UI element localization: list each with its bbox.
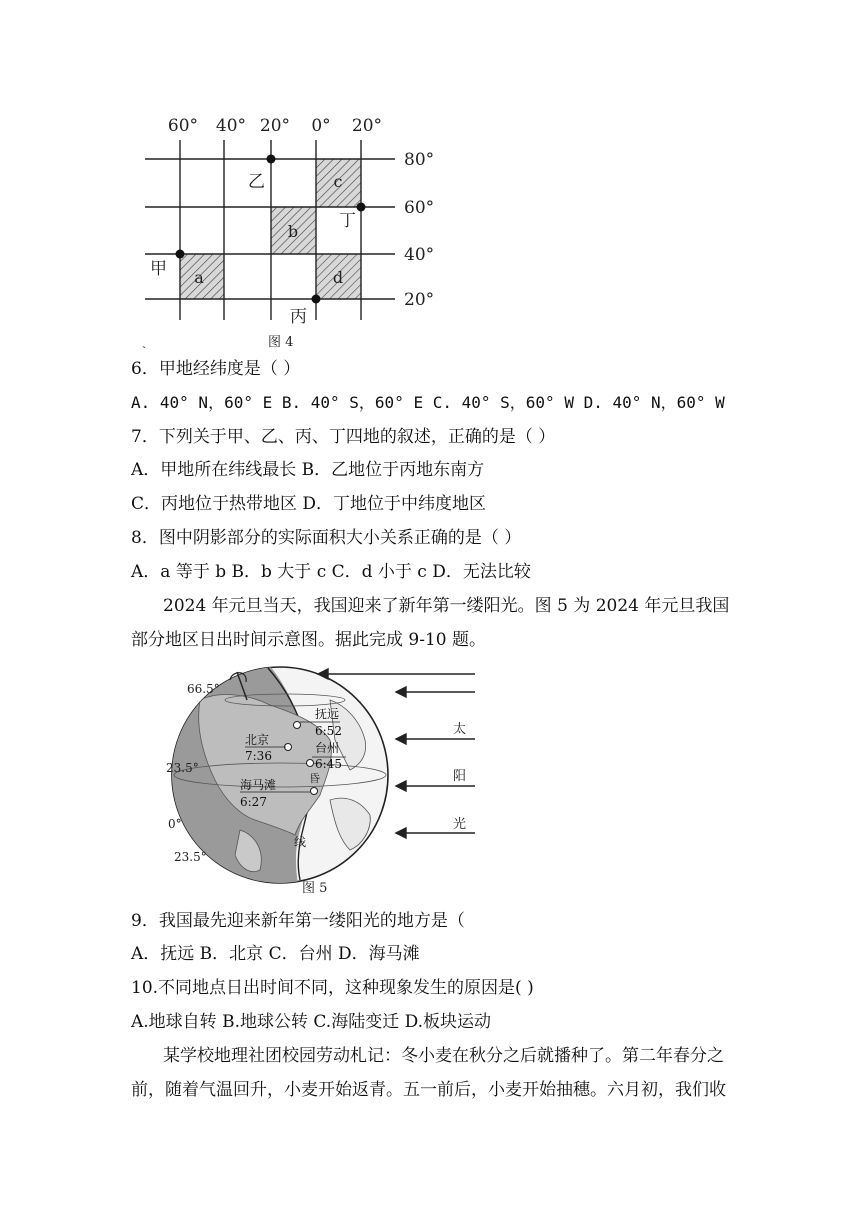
city-marker-haimatan: [311, 788, 318, 795]
cell-label-d: d: [332, 268, 344, 287]
question-6: 6．甲地经纬度是（ ）: [131, 359, 301, 379]
question-10: 10.不同地点日出时间不同，这种现象发生的原因是( ): [131, 978, 534, 998]
city-marker-fuyuan: [294, 722, 301, 729]
lat-label: 20°: [404, 290, 435, 310]
question-8: 8．图中阴影部分的实际面积大小关系正确的是（ ）: [131, 528, 522, 548]
lon-label: 60°: [167, 116, 199, 136]
point-label-ding: 丁: [339, 211, 356, 231]
passage-1-line-2: 部分地区日出时间示意图。据此完成 9-10 题。: [131, 630, 486, 650]
question-6-options: A. 40° N，60° E B. 40° S，60° E C. 40° S，60° W D. 40° N，60° W: [131, 393, 725, 412]
city-marker-taizhou: [307, 760, 314, 767]
question-10-options: A.地球自转 B.地球公转 C.海陆变迁 D.板块运动: [131, 1012, 492, 1032]
cell-label-c: c: [333, 172, 343, 191]
figure-4-grid: [130, 108, 450, 348]
figure-4-caption: 图 4: [268, 335, 294, 348]
passage-1-line-1: 2024 年元旦当天，我国迎来了新年第一缕阳光。图 5 为 2024 年元旦我国: [163, 596, 730, 616]
question-7-options-2: C．丙地位于热带地区 D．丁地位于中纬度地区: [131, 494, 487, 514]
city-time: 6:52: [315, 724, 342, 738]
passage-2-line-1: 某学校地理社团校园劳动札记：冬小麦在秋分之后就播种了。第二年春分之: [163, 1046, 724, 1066]
lat-label: 80°: [404, 150, 435, 170]
city-time: 6:45: [315, 757, 342, 771]
lat-label: 60°: [404, 198, 435, 218]
passage-2-line-2: 前，随着气温回升，小麦开始返青。五一前后，小麦开始抽穗。六月初，我们收: [131, 1080, 726, 1100]
city-name: 北京: [245, 733, 270, 747]
sunlight-label: 太: [453, 722, 467, 737]
city-time: 6:27: [240, 795, 267, 809]
cell-label-b: b: [287, 222, 299, 241]
corner-mark: 、: [142, 337, 155, 348]
lon-label: 20°: [259, 116, 291, 136]
point-jia: [176, 250, 185, 259]
point-label-yi: 乙: [248, 172, 265, 192]
sunlight-label: 阳: [453, 769, 467, 784]
cell-label-a: a: [194, 268, 204, 287]
figure-5-caption: 图 5: [302, 881, 328, 896]
lat-label: 23.5°: [174, 850, 207, 864]
city-time: 7:36: [245, 749, 272, 763]
point-bing: [312, 295, 321, 304]
lat-label: 23.5°: [166, 761, 199, 775]
lat-label: 40°: [404, 245, 435, 265]
question-7: 7．下列关于甲、乙、丙、丁四地的叙述，正确的是（ ）: [131, 427, 556, 447]
question-9: 9．我国最先迎来新年第一缕阳光的地方是（: [131, 911, 465, 931]
point-label-jia: 甲: [150, 259, 167, 279]
lon-label: 20°: [351, 116, 383, 136]
question-9-options: A．抚远 B．北京 C．台州 D．海马滩: [131, 944, 420, 964]
lat-label: 66.5°: [187, 682, 220, 696]
city-name: 抚远: [315, 707, 340, 721]
city-name: 海马滩: [240, 778, 277, 792]
city-name: 台州: [315, 741, 340, 755]
terminator-label: 线: [294, 835, 307, 849]
sunlight-label: 光: [453, 817, 467, 832]
point-ding: [357, 203, 366, 212]
point-label-bing: 丙: [290, 307, 307, 327]
lat-label: 0°: [168, 817, 182, 831]
point-yi: [267, 155, 276, 164]
lon-label: 40°: [215, 116, 247, 136]
lon-label: 0°: [311, 116, 331, 136]
question-8-options: A．a 等于 b B．b 大于 c C．d 小于 c D．无法比较: [131, 562, 531, 582]
terminator-label: 昏: [309, 772, 320, 785]
question-7-options-1: A．甲地所在纬线最长 B．乙地位于丙地东南方: [131, 460, 485, 480]
figure-5-globe: [160, 660, 490, 900]
